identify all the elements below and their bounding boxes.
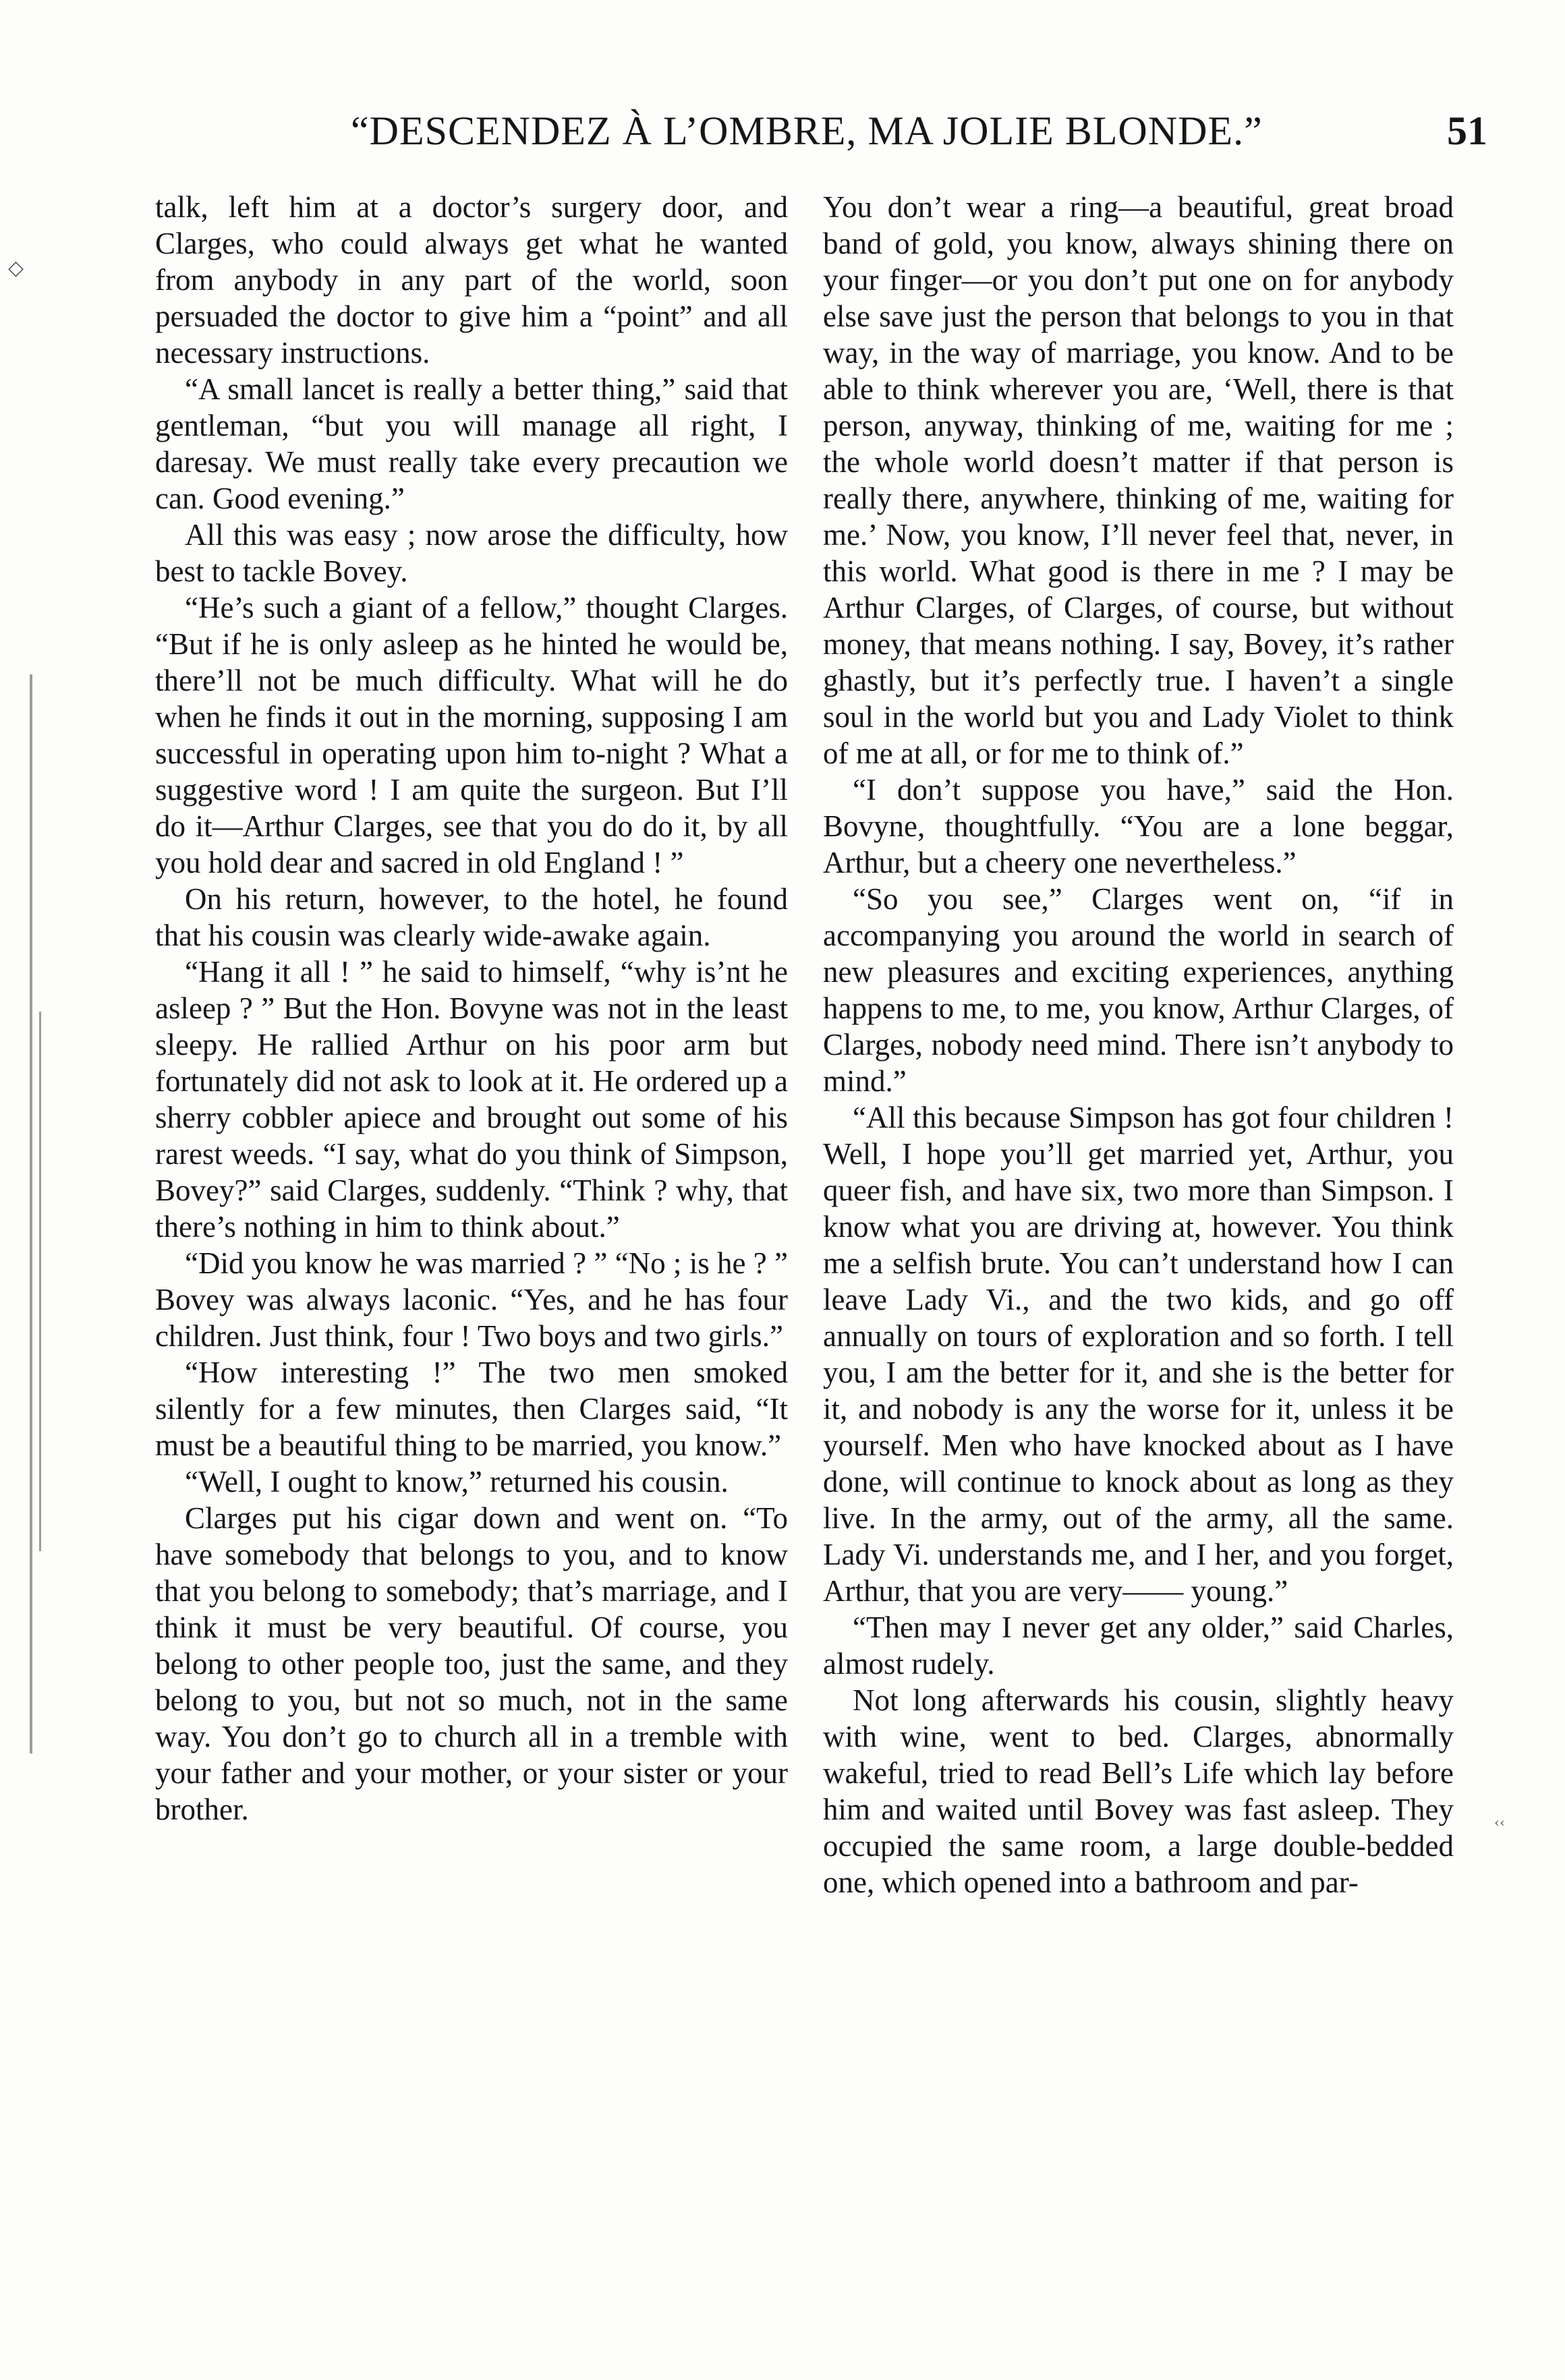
paragraph: “Hang it all ! ” he said to himself, “why is’nt he asleep ? ” But the Hon. Bovyne was not in the least sleepy. He rallied Arthur on his poor arm but fortunately did not ask to look at it. He ordered up a sherry cobbler apiece and brought out some of his rarest weeds. “I say, what do you think of Simpson, Bovey?” said Clarges, suddenly. “Think ? why, that there’s nothing in him to think about.” xyxy=(155,955,788,1244)
running-title: “DESCENDEZ À L’OMBRE, MA JOLIE BLONDE.” xyxy=(351,109,1263,153)
paragraph: Not long afterwards his cousin, slightly heavy with wine, went to bed. Clarges, abnormally wakeful, tried to read Bell’s Life which lay before him and waited until Bovey was fast asleep. They occupied the same room, a large double-bedded one, which opened into a bathroom and par- xyxy=(823,1683,1454,1899)
scan-gutter-shadow xyxy=(39,1012,41,1551)
margin-speck: ‹‹ xyxy=(1494,1814,1505,1830)
running-head xyxy=(0,101,1565,155)
paragraph: “All this because Simpson has got four children ! Well, I hope you’ll get married yet, Arthur, you queer fish, and have six, two more than Simpson. I know what you are driving at, however. You think me a selfish brute. You can’t understand how I can leave Lady Vi., and the two kids, and go off annually on tours of exploration and so forth. I tell you, I am the better for it, and she is the better for it, and nobody is any the worse for it, unless it be yourself. Men who have knocked about as I have done, will continue to knock about as long as they live. In the army, out of the army, all the same. Lady Vi. understands me, and I her, and you forget, Arthur, that you are very—— young.” xyxy=(823,1101,1454,1608)
paragraph: All this was easy ; now arose the difficulty, how best to tackle Bovey. xyxy=(155,518,788,588)
paragraph: “So you see,” Clarges went on, “if in accompanying you around the world in search of new pleasures and exciting experiences, anything happens to me, to me, you know, Arthur Clarges, of Clarges, nobody need mind. There isn’t anybody to mind.” xyxy=(823,882,1454,1098)
paragraph: “He’s such a giant of a fellow,” thought Clarges. “But if he is only asleep as he hinted he would be, there’ll not be much difficulty. What will he do when he finds it out in the morning, supposing I am successful in operating upon him to-night ? What a suggestive word ! I am quite the surgeon. But I’ll do it—Arthur Clarges, see that you do do it, by all you hold dear and sacred in old England ! ” xyxy=(155,591,788,879)
paragraph: “A small lancet is really a better thing,” said that gentleman, “but you will manage all right, I daresay. We must really take every precaution we can. Good evening.” xyxy=(155,372,788,515)
paragraph: Clarges put his cigar down and went on. “To have somebody that belongs to you, and to know that you belong to somebody; that’s marriage, and I think it must be very beautiful. Of course, you belong to other people too, just the same, and they belong to you, but not so much, not in the same way. You don’t go to church all in a tremble with your father and your mother, or your sister or your brother. xyxy=(155,1501,788,1826)
right-column xyxy=(823,189,1454,1900)
scan-gutter-shadow xyxy=(30,674,32,1753)
paragraph: “Did you know he was married ? ” “No ; is he ? ” Bovey was always laconic. “Yes, and he has four children. Just think, four ! Two boys and two girls.” xyxy=(155,1246,788,1353)
paragraph: You don’t wear a ring—a beautiful, great broad band of gold, you know, always shining there on your finger—or you don’t put one on for anybody else save just the person that belongs to you in that way, in the way of marriage, you know. And to be able to think wherever you are, ‘Well, there is that person, anyway, thinking of me, waiting for me ; the whole world doesn’t matter if that person is really there, anywhere, thinking of me, waiting for me.’ Now, you know, I’ll never feel that, never, in this world. What good is there in me ? I may be Arthur Clarges, of Clarges, of course, but without money, that means nothing. I say, Bovey, it’s rather ghastly, but it’s perfectly true. I haven’t a single soul in the world but you and Lady Violet to think of me at all, or for me to think of.” xyxy=(823,190,1454,770)
margin-circle-mark: ◇ xyxy=(8,256,24,280)
page-number: 51 xyxy=(1447,109,1487,153)
paragraph: On his return, however, to the hotel, he found that his cousin was clearly wide-awake again. xyxy=(155,882,788,952)
paragraph: “Then may I never get any older,” said Charles, almost rudely. xyxy=(823,1610,1454,1681)
paragraph: “Well, I ought to know,” returned his cousin. xyxy=(185,1465,729,1499)
paragraph: talk, left him at a doctor’s surgery door, and Clarges, who could always get what he wanted from anybody in any part of the world, soon persuaded the doctor to give him a “point” and all necessary instructions. xyxy=(155,190,788,370)
paragraph: “I don’t suppose you have,” said the Hon. Bovyne, thoughtfully. “You are a lone beggar, Arthur, but a cheery one nevertheless.” xyxy=(823,773,1454,879)
left-column xyxy=(155,189,788,1828)
paragraph: “How interesting !” The two men smoked silently for a few minutes, then Clarges said, “It must be a beautiful thing to be married, you know.” xyxy=(155,1356,788,1462)
